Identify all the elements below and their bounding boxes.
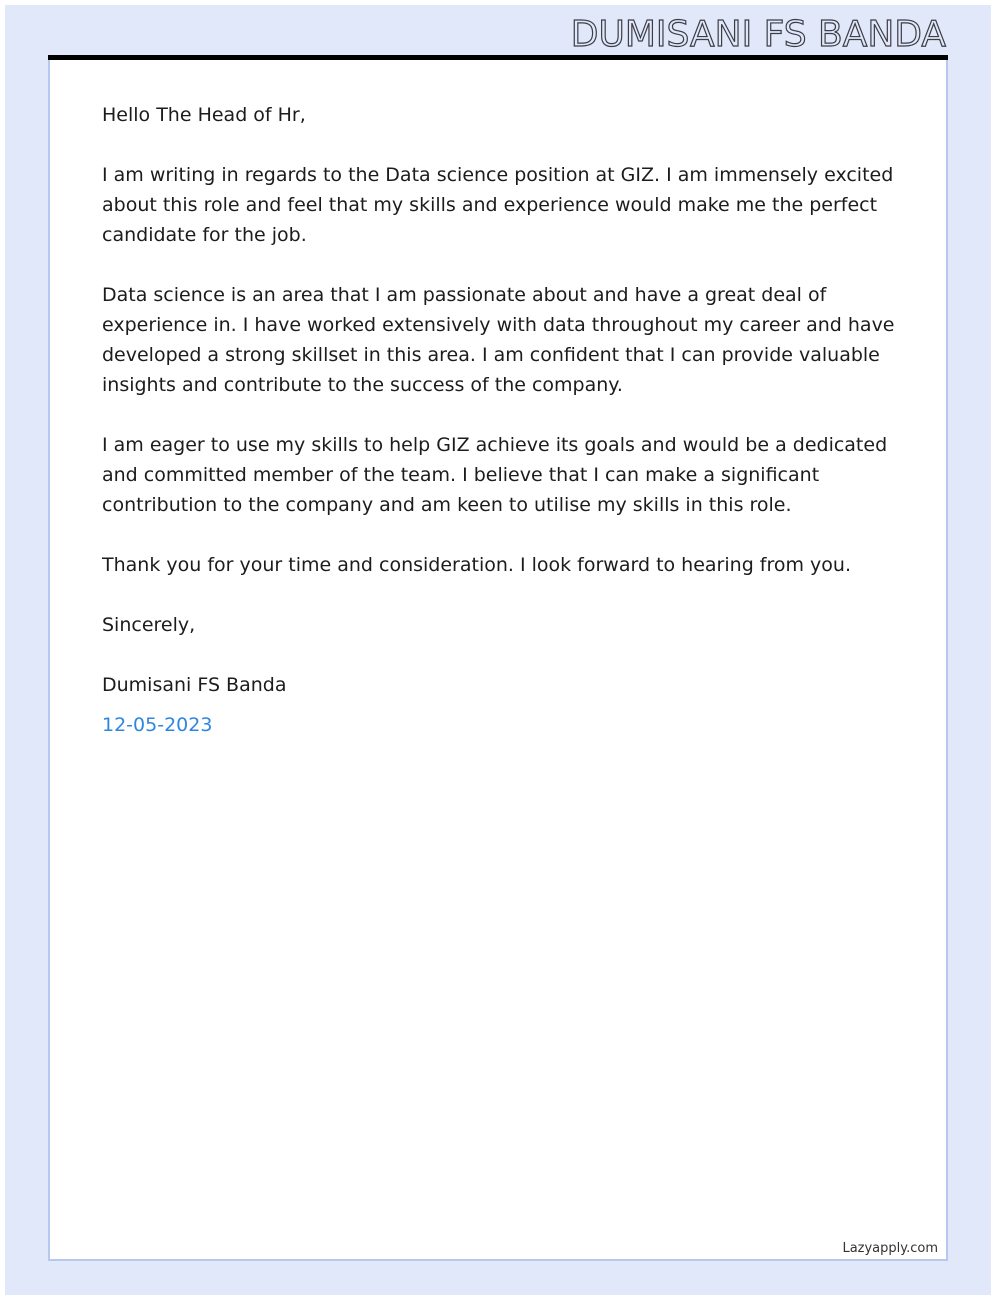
letter-paragraph-1: I am writing in regards to the Data science position at GIZ. I am immensely excited about this role and feel that my skills and experience would make me the perfect candidate for the job. (102, 164, 894, 246)
letter-greeting: Hello The Head of Hr, (102, 104, 306, 126)
letter-closing: Sincerely, (102, 614, 196, 636)
letter-date: 12-05-2023 (102, 714, 213, 736)
letter-paragraph-3: I am eager to use my skills to help GIZ achieve its goals and would be a dedicated and committed member of the team. I believe that I can make a significant contribution to the company and am keen to utilise my skills in this role. (102, 434, 888, 516)
footer-brand-link[interactable]: Lazyapply.com (842, 1241, 938, 1256)
letter-signature: Dumisani FS Banda (102, 674, 287, 696)
letter-paragraph-2: Data science is an area that I am passionate about and have a great deal of experience in. I have worked extensively with data throughout my career and have developed a strong skillset in this area. I am confident that I can provide valuable insights and contribute to the success of the company. (102, 284, 895, 396)
letter-paragraph-4: Thank you for your time and consideration. I look forward to hearing from you. (102, 554, 851, 576)
header-name: DUMISANI FS BANDA (570, 14, 946, 55)
letter-body (102, 100, 902, 740)
letter-sheet (48, 60, 948, 1261)
